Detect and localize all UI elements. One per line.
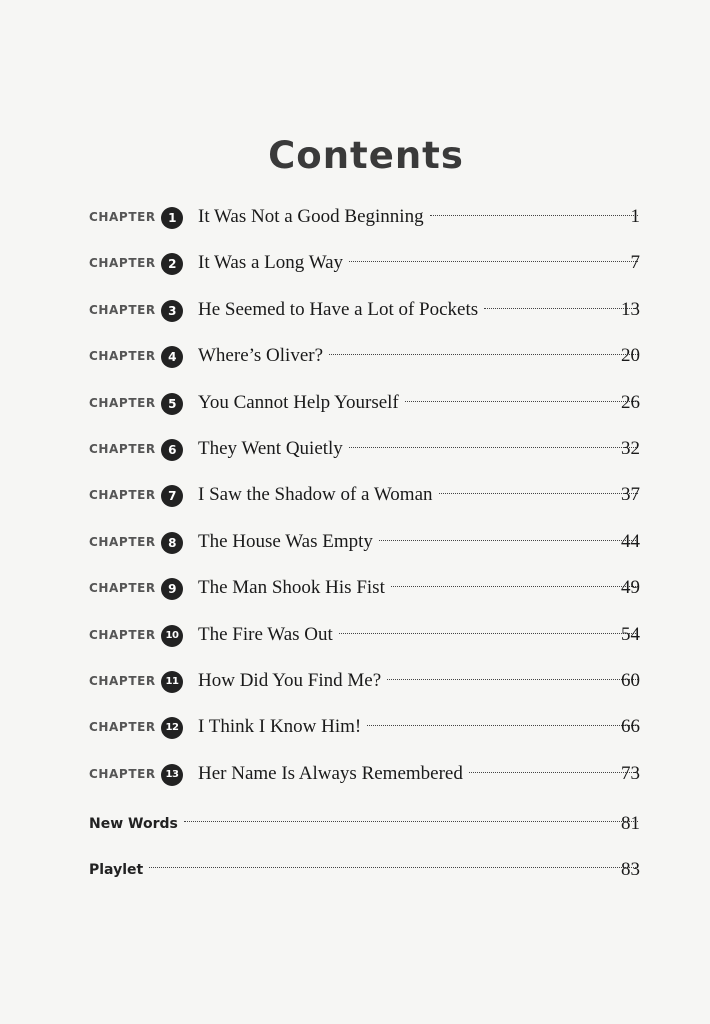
page-number: 37 bbox=[621, 484, 640, 506]
chapter-title: It Was Not a Good Beginning bbox=[198, 206, 424, 227]
page-number: 20 bbox=[621, 345, 640, 367]
chapter-row[interactable] bbox=[0, 202, 710, 232]
chapter-label: CHAPTER bbox=[89, 674, 156, 688]
chapter-entry bbox=[198, 712, 638, 742]
page-number: 66 bbox=[621, 716, 640, 738]
chapter-row[interactable] bbox=[0, 295, 710, 325]
chapter-row[interactable] bbox=[0, 434, 710, 464]
chapter-number-badge: 7 bbox=[161, 485, 183, 507]
chapter-row[interactable] bbox=[0, 388, 710, 418]
dot-leader bbox=[184, 821, 638, 822]
chapter-label: CHAPTER bbox=[89, 720, 156, 735]
chapter-entry bbox=[198, 573, 638, 603]
page-number: 49 bbox=[621, 577, 640, 599]
extra-title: New Words bbox=[89, 816, 178, 832]
chapter-title: I Think I Know Him! bbox=[198, 716, 362, 738]
page-number: 13 bbox=[621, 298, 640, 320]
page-title: Contents bbox=[268, 134, 464, 177]
chapter-title: Her Name Is Always Remembered bbox=[198, 762, 463, 784]
chapter-label: CHAPTER bbox=[89, 534, 156, 549]
chapter-entry bbox=[198, 202, 638, 232]
chapter-entry bbox=[198, 295, 638, 325]
chapter-row[interactable] bbox=[0, 759, 710, 789]
chapter-title: Where’s Oliver? bbox=[198, 345, 324, 367]
chapter-number-badge: 2 bbox=[161, 253, 183, 275]
chapter-number-badge: 5 bbox=[161, 393, 183, 415]
chapter-title: He Seemed to Have a Lot of Pockets bbox=[198, 298, 479, 320]
chapter-label: CHAPTER bbox=[89, 302, 156, 317]
chapter-number-badge: 9 bbox=[161, 578, 183, 600]
dot-leader bbox=[329, 354, 638, 355]
chapter-entry bbox=[198, 434, 638, 464]
chapter-label: CHAPTER bbox=[89, 488, 156, 503]
chapter-number-badge: 1 bbox=[161, 207, 183, 229]
chapter-title: They Went Quietly bbox=[198, 438, 343, 459]
chapter-entry bbox=[198, 248, 638, 278]
chapter-entry bbox=[198, 341, 638, 371]
dot-leader bbox=[349, 261, 638, 262]
dot-leader bbox=[339, 633, 638, 634]
chapter-title: I Saw the Shadow of a Woman bbox=[198, 484, 433, 506]
dot-leader bbox=[349, 447, 638, 448]
chapter-number-badge: 13 bbox=[161, 764, 183, 786]
chapter-number-badge: 6 bbox=[161, 439, 183, 461]
page-number: 73 bbox=[621, 762, 640, 784]
page-number: 44 bbox=[621, 530, 640, 552]
chapter-entry bbox=[198, 666, 638, 696]
chapter-title: The Man Shook His Fist bbox=[198, 577, 385, 599]
page-number: 60 bbox=[621, 670, 640, 691]
chapter-number-badge: 8 bbox=[161, 532, 183, 554]
page-number: 26 bbox=[621, 391, 640, 413]
extra-row[interactable] bbox=[0, 809, 710, 839]
chapter-label: CHAPTER bbox=[89, 210, 156, 224]
chapter-entry bbox=[198, 388, 638, 418]
chapter-entry bbox=[198, 620, 638, 650]
chapter-row[interactable] bbox=[0, 480, 710, 510]
extra-title: Playlet bbox=[89, 862, 144, 878]
chapter-label: CHAPTER bbox=[89, 766, 156, 781]
chapter-title: You Cannot Help Yourself bbox=[198, 391, 399, 413]
extra-row[interactable] bbox=[0, 855, 710, 885]
chapter-row[interactable] bbox=[0, 527, 710, 557]
extra-entry bbox=[89, 855, 638, 885]
chapter-row[interactable] bbox=[0, 712, 710, 742]
chapter-entry bbox=[198, 759, 638, 789]
chapter-number-badge: 10 bbox=[161, 625, 183, 647]
chapter-label: CHAPTER bbox=[89, 581, 156, 596]
chapter-label: CHAPTER bbox=[89, 256, 156, 271]
page-number: 32 bbox=[621, 438, 640, 459]
chapter-row[interactable] bbox=[0, 620, 710, 650]
chapter-label: CHAPTER bbox=[89, 442, 156, 456]
extra-entry bbox=[89, 809, 638, 839]
chapter-row[interactable] bbox=[0, 341, 710, 371]
dot-leader bbox=[149, 867, 638, 868]
chapter-entry bbox=[198, 527, 638, 557]
page-number: 7 bbox=[630, 252, 640, 274]
chapter-number-badge: 4 bbox=[161, 346, 183, 368]
chapter-number-badge: 3 bbox=[161, 300, 183, 322]
page-number: 54 bbox=[621, 623, 640, 645]
chapter-row[interactable] bbox=[0, 666, 710, 696]
chapter-label: CHAPTER bbox=[89, 395, 156, 410]
chapter-number-badge: 12 bbox=[161, 717, 183, 739]
chapter-label: CHAPTER bbox=[89, 627, 156, 642]
page-number: 83 bbox=[621, 859, 640, 880]
chapter-number-badge: 11 bbox=[161, 671, 183, 693]
chapter-row[interactable] bbox=[0, 248, 710, 278]
dot-leader bbox=[367, 725, 638, 726]
chapter-label: CHAPTER bbox=[89, 349, 156, 364]
chapter-title: It Was a Long Way bbox=[198, 252, 344, 274]
chapter-title: The Fire Was Out bbox=[198, 623, 333, 645]
page-number: 81 bbox=[621, 813, 640, 834]
chapter-title: The House Was Empty bbox=[198, 530, 373, 552]
chapter-title: How Did You Find Me? bbox=[198, 670, 382, 691]
chapter-row[interactable] bbox=[0, 573, 710, 603]
page-number: 1 bbox=[630, 206, 640, 227]
chapter-entry bbox=[198, 480, 638, 510]
